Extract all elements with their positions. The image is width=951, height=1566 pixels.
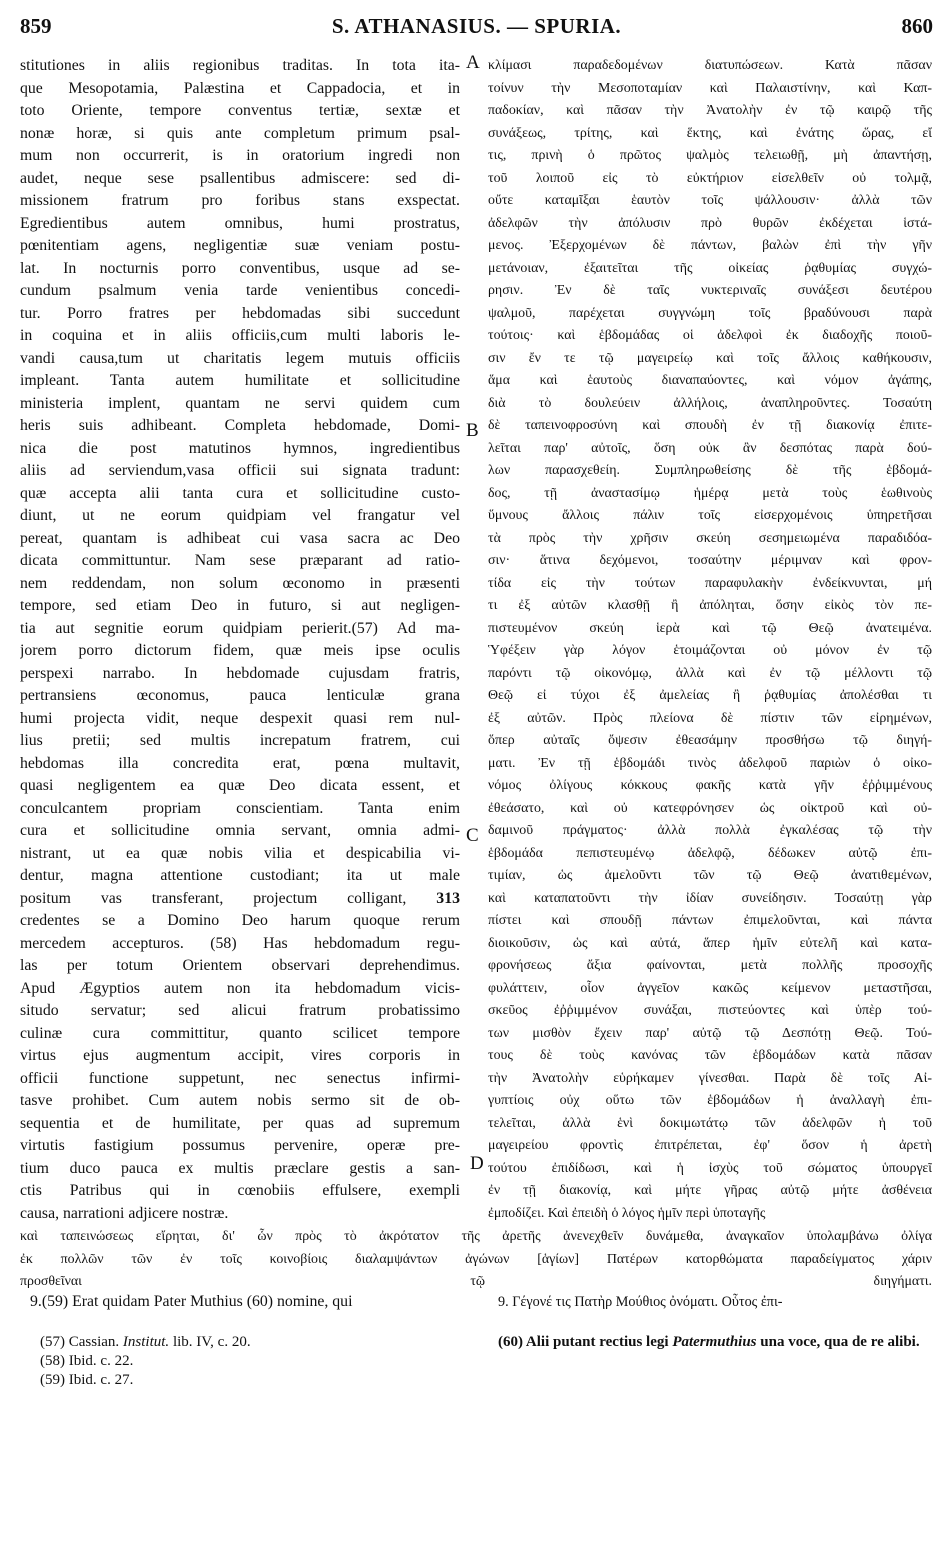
latin-line: positum vas transferant, projectum colligant, 313	[20, 889, 460, 907]
greek-line: τους δὲ τοὺς κανόνας τῶν ἑβδομάδων κατὰ πᾶσαν	[488, 1048, 932, 1063]
latin-line: tasve prohibet. Cum autem nobis sermo sit de ob-	[20, 1092, 460, 1109]
greek-line: διοικοῦσιν, ὡς καὶ αὐτά, ἅπερ ἡμῖν εὐτελῆ καὶ κατα-	[488, 935, 932, 951]
greekfull-line: καὶ ταπεινώσεως εἴρηται, δι' ὧν πρὸς τὸ ἀκρότατον τῆς ἀρετῆς ἀνενεχθεῖν δυνάμεθα, ἀναγκαῖον ὑπολαμβάνω ὀλίγα	[20, 1229, 932, 1244]
greek-line: σκεῦος ἐῤῥιμμένον συνάξαι, πιστεύοντες καὶ ὑπὲρ τού-	[488, 1003, 932, 1018]
greek-line: παρόντι τῷ οἰκονόμῳ, ἀλλὰ καὶ ἐν τῷ μέλλοντι τῷ	[488, 665, 932, 681]
latin-line: hebdomas illa concredita erat, pœna multavit,	[20, 754, 460, 772]
latin-line: situdo servatur; sed alicui fratrum probatissimo	[20, 1002, 460, 1019]
latin-line: diunt, ut ne eorum quidpiam vel frangatur vel	[20, 507, 460, 524]
footnote-text: Cassian.	[68, 1334, 123, 1350]
greek-line: των μισθὸν ἔχειν παρ' αὐτῷ τῷ Δεσπότῃ Θεῷ. Τού-	[488, 1025, 932, 1041]
latin-line: dentur, magna attentione custodiant; ita ut male	[20, 867, 460, 884]
latin-line: nica die post matutinos hymnos, ingredientibus	[20, 439, 460, 457]
footnote-num: (58)	[40, 1353, 65, 1369]
section-9-greek: 9. Γέγονέ τις Πατὴρ Μούθιος ὀνόματι. Οὗτος ἐπι-	[498, 1294, 783, 1310]
latin-line: conculcantem propriam conscientiam. Tanta enim	[20, 799, 460, 817]
latin-line: culinæ cura committitur, quanto scilicet tempore	[20, 1024, 460, 1042]
greek-line: τις, πρινὴ ὁ πρῶτος ψαλμὸς τελειωθῇ, μὴ ἀπαντήσῃ,	[488, 148, 932, 163]
footnote-60	[498, 1333, 932, 1352]
greek-line: ὕμνους ἄλλοις πάλιν τοῖς εἰσερχομένοις ὑπηρετῆσαι	[488, 508, 932, 523]
latin-line: tia aut segnitie eorum quidpiam perierit.(57) Ad ma-	[20, 619, 460, 637]
greekfull-line: προσθεῖναι τῷ διηγήματι.	[20, 1274, 932, 1289]
footnote-italic: Patermuthius	[672, 1334, 757, 1350]
latin-line: mercedem accepturos. (58) Has hebdomadum regu-	[20, 934, 460, 952]
greek-line: καὶ καταπατοῦντι τὴν ἰδίαν συνείδησιν. Τοσαύτῃ γὰρ	[488, 890, 932, 906]
latin-line: humi projecta vidit, neque despexit quasi rem nul-	[20, 709, 460, 727]
greek-line: μενος. Ἐξερχομένων δὲ πάντων, βαλὼν ἐπὶ τὴν γῆν	[488, 238, 932, 253]
greek-line: κλίμασι παραδεδομένων διατυπώσεων. Κατὰ πᾶσαν	[488, 58, 932, 73]
latin-line: cura et sollicitudine omnia servant, omnia admi-	[20, 822, 460, 839]
greek-line: σιν ἔν τε τῷ μαγειρείῳ καὶ τοῖς ἄλλοις καθήκουσιν,	[488, 350, 932, 366]
latin-line: tium duco pauca ex multis præclare gestis a san-	[20, 1159, 460, 1177]
greek-line: ἐξ αὐτῶν. Πρὸς πλείονα δὲ πίστιν τῶν εἰρημένων,	[488, 710, 932, 726]
greek-line: παδοκίαν, καὶ πᾶσαν τὴν Ἀνατολὴν ἐν τῷ καιρῷ τῆς	[488, 103, 932, 118]
greek-column	[488, 55, 932, 1225]
latin-line: quæ accepta alii tanta cura et sollicitudine custo-	[20, 484, 460, 502]
greek-line: λων παρασχεθείη. Συμπληρωθείσης δὲ τῆς ἑβδομά-	[488, 463, 932, 478]
footnotes-left	[40, 1333, 251, 1390]
greek-line: φρονήσεως ἄξια φαίνονται, μετὰ πολλῆς προσοχῆς	[488, 958, 932, 973]
latin-line: perspexi narrabo. In hebdomade cujusdam fratris,	[20, 664, 460, 682]
page-number-left: 859	[20, 14, 52, 38]
greek-line: γυπτίοις οὐχ οὕτω τῶν ἑβδομάδων ἡ ἀναλλαγὴ ἐπι-	[488, 1093, 932, 1108]
footnote-text: Ibid. c. 27.	[68, 1372, 134, 1388]
latin-line: las per totum Orientem observari deprehendimus.	[20, 957, 460, 974]
greek-line: δὲ ταπεινοφροσύνη καὶ σπουδὴ ἐν τῇ διακονίᾳ ἐπιτε-	[488, 418, 932, 433]
greek-line: ἀδελφῶν τὴν ἀπόλυσιν πρὸ θυρῶν ἐκδέχεται ἱστά-	[488, 215, 932, 231]
margin-letter-c: C	[466, 825, 479, 846]
greek-line: τὰ πρὸς τὴν χρῆσιν σκεύη σεσημειωμένα παραδιδόα-	[488, 530, 932, 546]
greek-line: ρησιν. Ἐν δὲ ταῖς νυκτεριναῖς συνάξεσι δευτέρου	[488, 283, 932, 298]
latin-line: Egredientibus autem omnibus, humi prostratus,	[20, 214, 460, 232]
latin-line: audet, neque sese psallentibus admiscere: sed di-	[20, 169, 460, 187]
latin-line: pereat, quantam is adhibeat cui vasa sacra ac Deo	[20, 529, 460, 547]
footnote-num: (57)	[40, 1334, 65, 1350]
latin-line: tempore, sed etiam Deo in futuro, si aut negligen-	[20, 597, 460, 614]
latin-line: nistrant, ut ea quæ nobis vilia et despicabilia vi-	[20, 844, 460, 862]
latin-line: Apud Ægyptios autem non ita hebdomadum vicis-	[20, 979, 460, 997]
greek-line: τοῦ λοιποῦ εἰς τὸ εὐκτήριον εἰσελθεῖν οὐ τολμᾷ,	[488, 170, 932, 186]
latin-line: virtus ejus augmentum accipit, vires corporis in	[20, 1047, 460, 1064]
greek-line: τοίνυν τὴν Μεσοποταμίαν καὶ Παλαιστίνην, καὶ Καπ-	[488, 80, 932, 96]
latin-column	[20, 55, 460, 1225]
footnote-58	[40, 1352, 251, 1371]
greek-line: ψαλμοῦ, παρέχεται συγγνώμη τοῖς βραδύνουσι παρὰ	[488, 305, 932, 321]
latin-line: impleant. Tanta autem humilitate et sollicitudine	[20, 372, 460, 389]
latin-line: mum non occurrerit, is in oratorium ingredi non	[20, 147, 460, 164]
latin-line: aliis ad serviendum,vasa officii sui signata tradunt:	[20, 462, 460, 479]
latin-line: missionem fratrum pro foribus stans exspectat.	[20, 192, 460, 209]
latin-line: in coquina et in aliis officiis,cum multi laboris le-	[20, 327, 460, 344]
latin-line: stitutiones in aliis regionibus traditas. In tota ita-	[20, 57, 460, 74]
greek-line: πιστευμένον σκεύη ἱερὰ καὶ τῷ Θεῷ ἀνατειμένα.	[488, 620, 932, 636]
greek-line: πίστει καὶ σπουδῇ πάντων ἐπιμελοῦνται, καὶ πάντα	[488, 913, 932, 928]
latin-line: pœnitentiam agens, negligentiæ suæ veniam postu-	[20, 237, 460, 254]
greek-fullwidth-lines	[20, 1226, 932, 1294]
greek-line: ματι. Ἐν τῇ ἑβδομάδι τινὸς ἀδελφοῦ παριὼν ὁ οἰκο-	[488, 755, 932, 771]
latin-line: nonæ horæ, si quis ante completum primum psal-	[20, 124, 460, 142]
greek-line: οὔτε καταμῖξαι ἑαυτὸν τοῖς ψάλλουσιν· ἀλλὰ τῶν	[488, 193, 932, 208]
greek-line: δος, τῇ ἀναστασίμῳ ἡμέρᾳ μετὰ τοὺς ἑωθινοὺς	[488, 485, 932, 501]
running-title: S. ATHANASIUS. — SPURIA.	[331, 14, 622, 38]
greek-line: φυλάττειν, οἷον ἀγγεῖον κακῶς κείμενον μεταστῆσαι,	[488, 980, 932, 996]
latin-line: vandi causa,tum ut charitatis legem mutuis officiis	[20, 349, 460, 367]
greekfull-line: ἐκ πολλῶν τῶν ἐν τοῖς κοινοβίοις διαλαμψάντων ἀγώνων [ἁγίων] Πατέρων κατορθώματα παραδείγματος χάριν	[20, 1251, 932, 1267]
greek-line: Ὑφέξειν γὰρ λόγον ἑτοιμάζονται οὐ μόνον ἐν τῷ	[488, 643, 932, 658]
footnote-rest: una voce, qua de re alibi.	[756, 1334, 920, 1350]
footnote-57	[40, 1333, 251, 1352]
latin-line: pertransiens œconomus, pauca lenticulæ grana	[20, 687, 460, 704]
greek-line: τούτοις· καὶ ἑβδομάδας οἱ ἀδελφοὶ ἐκ διαδοχῆς ποιοῦ-	[488, 328, 932, 343]
section-9-latin: 9.(59) Erat quidam Pater Muthius (60) nomine, qui	[30, 1293, 353, 1310]
greek-line: τελεῖται, ἀλλὰ ἑνὶ δοκιμωτάτῳ τῶν ἀδελφῶν ἡ τοῦ	[488, 1115, 932, 1131]
footnote-59	[40, 1371, 251, 1390]
greek-line: τιμίαν, ὡς ἀμελοῦντι τῶν τῷ Θεῷ ἀνατιθεμένων,	[488, 868, 932, 883]
greek-line: σιν· ἅτινα δεχόμενοι, τοσαύτην μέριμναν καὶ φρον-	[488, 553, 932, 568]
greek-line: συνάξεως, τρίτης, καὶ ἕκτης, καὶ ἐνάτης ὥρας, εἴ	[488, 125, 932, 141]
latin-line: credentes se a Domino Deo harum quoque rerum	[20, 912, 460, 929]
margin-letter-b: B	[466, 420, 479, 441]
greek-line: τίδα εἰς τὴν τούτων παραφυλακὴν ἐνδείκνυνται, μή	[488, 575, 932, 591]
greek-line: Θεῷ εἰ τύχοι ἐξ ἀμελείας ἢ ῥᾳθυμίας ἀπολέσθαι τι	[488, 688, 932, 703]
latin-line: sequentia et de humilitate, per quas ad supremum	[20, 1114, 460, 1132]
footnote-num: (59)	[40, 1372, 65, 1388]
latin-line: virtutis fastigium possumus pervenire, operæ pre-	[20, 1137, 460, 1154]
greek-line: ἐθεάσατο, καὶ οὐ κατεφρόνησεν ὡς οἰκτροῦ καὶ οὐ-	[488, 800, 932, 816]
footnote-rest: lib. IV, c. 20.	[169, 1334, 251, 1350]
latin-line: jorem porro dictorum fidem, quæ meis ipse oculis	[20, 642, 460, 659]
latin-line: officii functione suppetunt, nec senectus infirmi-	[20, 1069, 460, 1087]
greek-line: τούτου ἐπιδίδωσι, καὶ ἡ ἰσχὺς τοῦ σώματος ὑπουργεῖ	[488, 1160, 932, 1176]
greek-line: ἑβδομάδα πεπιστευμένῳ ἀδελφῷ, δέδωκεν αὐτῷ ἐπι-	[488, 845, 932, 861]
greek-line: νόμος ὀλίγους κόκκους φακῆς κατὰ γῆν ἐῤῥιμμένους	[488, 778, 932, 793]
greek-line: δαμινοῦ πράγματος· ἀλλὰ πολλὰ ἐγκαλέσας τῷ τὴν	[488, 823, 932, 838]
greek-line: ἅμα καὶ ἑαυτοὺς διαναπαύοντες, καὶ νόμον ἀγάπης,	[488, 373, 932, 388]
greek-line: διὰ τὸ δουλεύειν ἀλλήλοις, ἀναπληροῦντες. Τοσαύτη	[488, 395, 932, 411]
latin-line: causa, narrationi adjicere nostræ.	[20, 1204, 229, 1222]
greek-line: τι ἐξ αὐτῶν κλασθῇ ἢ ἀπόληται, ὅσην εἰκὸς τὸν πε-	[488, 598, 932, 613]
page-number-right: 860	[901, 14, 933, 38]
greek-line: ὅπερ αὐταῖς ὄψεσιν ἐθεασάμην προσθήσω τῷ διηγή-	[488, 733, 932, 748]
latin-line: nem reddendam, non solum œconomo in præsenti	[20, 574, 460, 592]
margin-letter-a: A	[466, 52, 480, 73]
greek-line: μετάνοιαν, ἐξαιτεῖται τῆς οἰκείας ῥᾳθυμίας συγχώ-	[488, 260, 932, 276]
latin-line: lat. In nocturnis porro conventibus, usque ad se-	[20, 259, 460, 277]
latin-line: lius pretii; sed multis increpatum fratrem, cui	[20, 732, 460, 749]
latin-line: ministeria implent, quantam ne servi quidem cum	[20, 394, 460, 412]
footnote-text: Ibid. c. 22.	[68, 1353, 134, 1369]
margin-letter-d: D	[470, 1153, 484, 1174]
page-header	[20, 14, 933, 42]
footnote-text: (60) Alii putant rectius legi	[498, 1334, 673, 1350]
latin-line: tur. Porro fratres per hebdomadas sibi succedunt	[20, 304, 460, 322]
greek-line: λεῖται παρ' αὐτοῖς, ὅση οὐκ ἂν δεσπότας παρὰ δού-	[488, 440, 932, 456]
latin-line: dicata committuntur. Nam sese præparant ad ratio-	[20, 552, 460, 569]
greek-line: ἐμποδίζει. Καὶ ἐπειδὴ ὁ λόγος ἡμῖν περὶ ὑποταγῆς	[488, 1205, 766, 1221]
column-marker-313: 313	[436, 889, 460, 907]
latin-line: toto Oriente, tempore conventus tertiæ, sextæ et	[20, 102, 460, 119]
greek-line: τὴν Ἀνατολὴν εὑρήκαμεν γίνεσθαι. Παρὰ δὲ τοῖς Αἰ-	[488, 1070, 932, 1086]
latin-line: que Mesopotamia, Palæstina et Cappadocia, et in	[20, 79, 460, 97]
latin-line: heris suis adhibeant. Completa hebdomade, Domi-	[20, 417, 460, 434]
greek-line: ἐν τῇ διακονίᾳ, καὶ μήτε γῆρας αὐτῷ μήτε ἀσθένεια	[488, 1183, 932, 1198]
latin-line: ctis Patribus qui in cœnobiis effulsere, exempli	[20, 1182, 460, 1199]
greek-line: μαγειρείου φροντὶς ἐπιτρέπεται, ἐφ' ὅσον ἡ ἀρετὴ	[488, 1138, 932, 1153]
footnote-italic: Institut.	[122, 1334, 170, 1350]
latin-line: cundum psalmum venia tarde venientibus concedi-	[20, 282, 460, 299]
latin-line: quasi negligentem ea quæ Deo dicata essent, et	[20, 777, 460, 794]
